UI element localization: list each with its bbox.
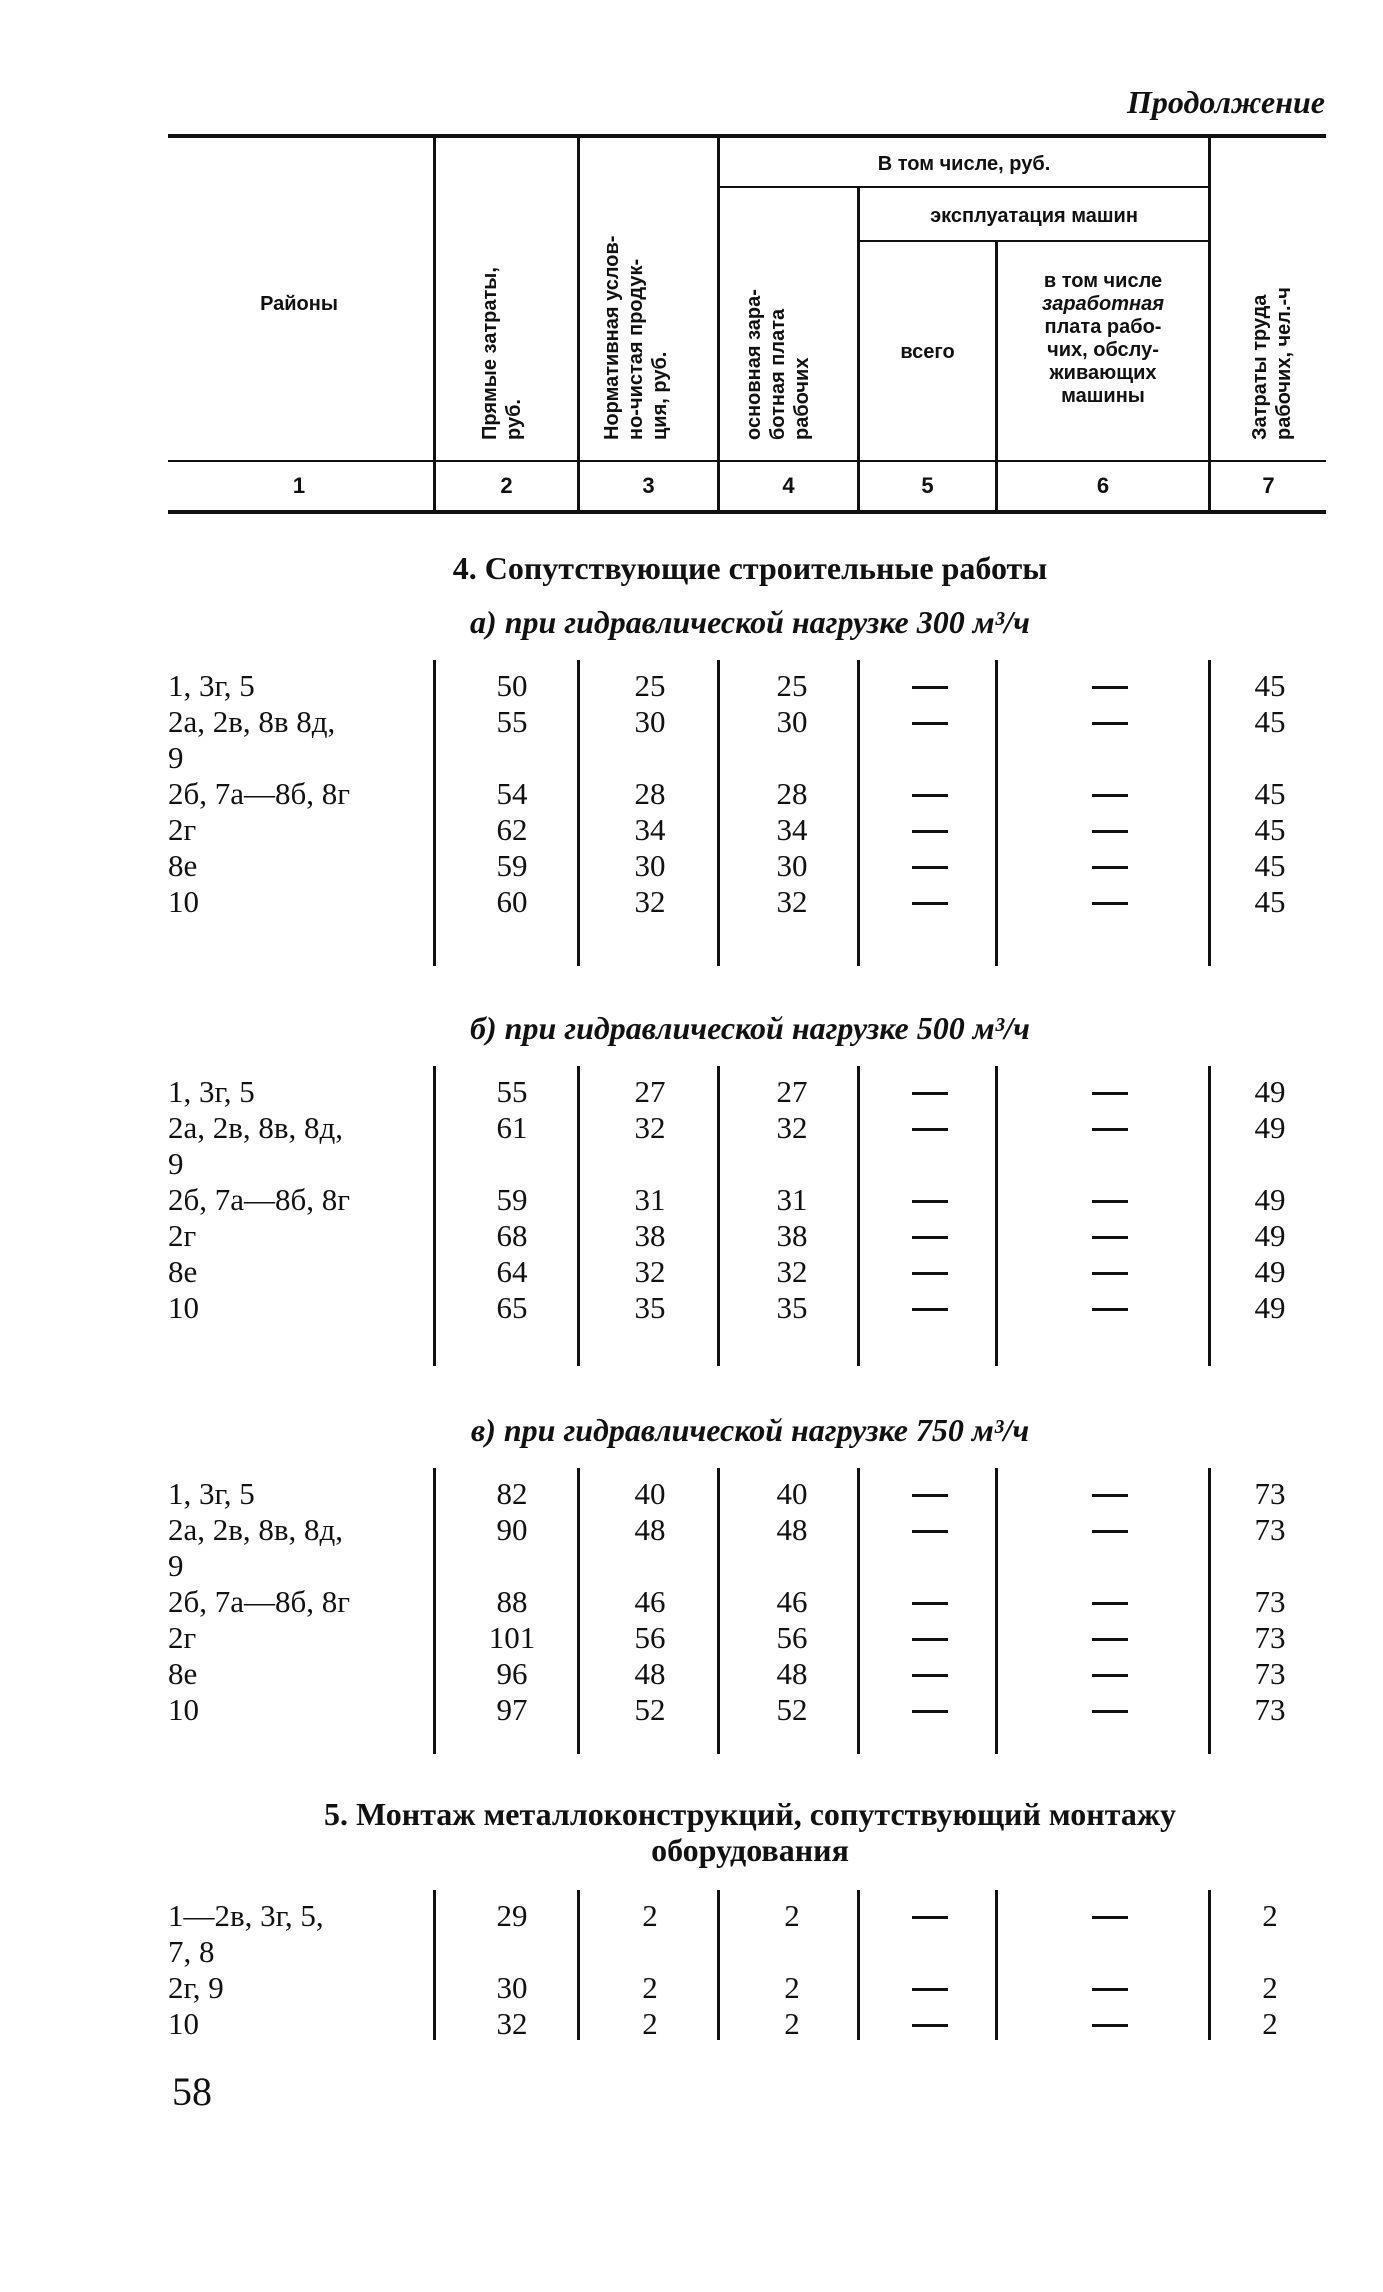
cell-c3: 48 <box>634 1656 666 1691</box>
cell-c6-dash <box>1092 1272 1128 1275</box>
header-col6-line: в том числе <box>1043 270 1163 292</box>
cell-c5-dash <box>912 794 948 797</box>
header-col6-line: плата рабо- <box>1044 316 1162 338</box>
row-region: 2а, 2в, 8в, 8д, 9 <box>168 1512 344 1583</box>
row-region: 2г <box>168 1620 197 1655</box>
cell-c7: 45 <box>1254 704 1286 739</box>
header-num-5: 5 <box>921 473 934 498</box>
table-vline <box>1208 660 1211 966</box>
cell-c3: 2 <box>642 1970 658 2005</box>
cell-c3: 32 <box>634 1254 666 1289</box>
cell-c2: 62 <box>496 812 528 847</box>
table-vline <box>433 1468 436 1754</box>
cell-c3: 25 <box>634 668 666 703</box>
cell-c4: 32 <box>776 1110 808 1145</box>
cell-c6-dash <box>1092 1602 1128 1605</box>
cell-c5-dash <box>912 2024 948 2027</box>
cell-c3: 27 <box>634 1074 666 1109</box>
cell-c2: 65 <box>496 1290 528 1325</box>
header-col7: Затраты труда рабочих, чел.-ч <box>1249 287 1295 440</box>
cell-c2: 64 <box>496 1254 528 1289</box>
section-5-title-line: оборудования <box>651 1832 849 1868</box>
cell-c2: 50 <box>496 668 528 703</box>
cell-c6-dash <box>1092 866 1128 869</box>
cell-c3: 32 <box>634 1110 666 1145</box>
cell-c4: 35 <box>776 1290 808 1325</box>
header-col6-line: заработная <box>1041 293 1165 315</box>
cell-c3: 2 <box>642 2006 658 2041</box>
cell-c5-dash <box>912 1200 948 1203</box>
cell-c7: 45 <box>1254 812 1286 847</box>
cell-c4: 32 <box>776 884 808 919</box>
cell-c7: 73 <box>1254 1512 1286 1547</box>
cell-c7: 73 <box>1254 1620 1286 1655</box>
header-vline-6 <box>1208 138 1211 510</box>
row-region: 1, 3г, 5 <box>168 668 255 703</box>
header-num-2: 2 <box>500 473 513 498</box>
table-vline <box>995 660 998 966</box>
cell-c7: 73 <box>1254 1476 1286 1511</box>
cell-c6-dash <box>1092 1638 1128 1641</box>
header-vline-2 <box>577 138 580 510</box>
table-vline <box>717 1890 720 2040</box>
header-col6-line: машины <box>1061 385 1145 407</box>
cell-c6-dash <box>1092 1308 1128 1311</box>
cell-c3: 48 <box>634 1512 666 1547</box>
cell-c2: 60 <box>496 884 528 919</box>
cell-c2: 59 <box>496 1182 528 1217</box>
cell-c6-dash <box>1092 1710 1128 1713</box>
cell-c5-dash <box>912 1602 948 1605</box>
cell-c4: 31 <box>776 1182 808 1217</box>
section-4c-title: в) при гидравлической нагрузке 750 м³/ч <box>470 1412 1030 1448</box>
header-col6-line: чих, обслу- <box>1047 339 1159 361</box>
cell-c6-dash <box>1092 902 1128 905</box>
cell-c7: 45 <box>1254 848 1286 883</box>
cell-c6-dash <box>1092 1128 1128 1131</box>
cell-c4: 46 <box>776 1584 808 1619</box>
header-col6-line: живающих <box>1049 362 1157 384</box>
cell-c3: 35 <box>634 1290 666 1325</box>
row-region: 10 <box>168 2006 199 2041</box>
row-region: 2а, 2в, 8в 8д, 9 <box>168 704 336 775</box>
header-bottom-rule <box>168 460 1326 462</box>
group-machines-rule <box>860 240 1208 242</box>
table-vline <box>577 1890 580 2040</box>
cell-c2: 90 <box>496 1512 528 1547</box>
cell-c6-dash <box>1092 1236 1128 1239</box>
header-num-3: 3 <box>642 473 655 498</box>
table-vline <box>717 1468 720 1754</box>
table-vline <box>857 660 860 966</box>
cell-c4: 27 <box>776 1074 808 1109</box>
group-total-rule <box>720 186 1208 188</box>
cell-c3: 30 <box>634 848 666 883</box>
cell-c6-dash <box>1092 830 1128 833</box>
header-num-6: 6 <box>1096 473 1110 498</box>
cell-c3: 40 <box>634 1476 666 1511</box>
cell-c7: 73 <box>1254 1692 1286 1727</box>
cell-c5-dash <box>912 1638 948 1641</box>
cell-c7: 49 <box>1254 1218 1286 1253</box>
cell-c6-dash <box>1092 1200 1128 1203</box>
cell-c2: 82 <box>496 1476 528 1511</box>
row-region: 10 <box>168 1692 199 1727</box>
cell-c5-dash <box>912 1092 948 1095</box>
table-vline <box>857 1066 860 1366</box>
cell-c4: 52 <box>776 1692 808 1727</box>
cell-c2: 32 <box>496 2006 528 2041</box>
cell-c5-dash <box>912 1710 948 1713</box>
row-region: 2б, 7а—8б, 8г <box>168 1584 351 1619</box>
cell-c6-dash <box>1092 722 1128 725</box>
row-region: 2б, 7а—8б, 8г <box>168 1182 351 1217</box>
cell-c2: 55 <box>496 704 528 739</box>
cell-c4: 34 <box>776 812 808 847</box>
cell-c2: 61 <box>496 1110 528 1145</box>
cell-c5-dash <box>912 1272 948 1275</box>
table-vline <box>995 1066 998 1366</box>
section-4b-title: б) при гидравлической нагрузке 500 м³/ч <box>470 1010 1030 1046</box>
cell-c2: 96 <box>496 1656 528 1691</box>
cell-c4: 2 <box>784 1898 800 1933</box>
header-group-machines: эксплуатация машин <box>930 205 1138 227</box>
header-col3: Нормативная услов- но-чистая продук- ция, руб. <box>601 235 671 440</box>
cell-c5-dash <box>912 1916 948 1919</box>
cell-c2: 68 <box>496 1218 528 1253</box>
cell-c6-dash <box>1092 794 1128 797</box>
cell-c4: 48 <box>776 1656 808 1691</box>
table-vline <box>1208 1468 1211 1754</box>
cell-c7: 45 <box>1254 668 1286 703</box>
cell-c3: 31 <box>634 1182 666 1217</box>
cell-c7: 2 <box>1262 2006 1278 2041</box>
cell-c3: 38 <box>634 1218 666 1253</box>
cell-c5-dash <box>912 1988 948 1991</box>
cell-c4: 30 <box>776 848 808 883</box>
cell-c5-dash <box>912 686 948 689</box>
cell-c7: 49 <box>1254 1110 1286 1145</box>
cell-c4: 2 <box>784 2006 800 2041</box>
row-region: 8е <box>168 1656 198 1691</box>
cell-c6-dash <box>1092 686 1128 689</box>
cell-c5-dash <box>912 722 948 725</box>
cell-c5-dash <box>912 902 948 905</box>
row-region: 2г <box>168 812 197 847</box>
cell-c6-dash <box>1092 2024 1128 2027</box>
header-col6 <box>998 270 1208 408</box>
cell-c5-dash <box>912 1128 948 1131</box>
cell-c3: 46 <box>634 1584 666 1619</box>
cell-c5-dash <box>912 830 948 833</box>
header-group-total: В том числе, руб. <box>877 153 1051 175</box>
row-region: 8е <box>168 848 198 883</box>
header-col5: всего <box>900 341 955 363</box>
section-5-title-line: 5. Монтаж металлоконструкций, сопутствующий монтажу <box>323 1796 1177 1832</box>
row-region: 1, 3г, 5 <box>168 1074 255 1109</box>
cell-c7: 45 <box>1254 884 1286 919</box>
cell-c7: 73 <box>1254 1656 1286 1691</box>
cell-c3: 30 <box>634 704 666 739</box>
table-vline <box>857 1890 860 2040</box>
table-vline <box>1208 1066 1211 1366</box>
header-col4: основная зара- ботная плата рабочих <box>743 289 813 440</box>
cell-c3: 28 <box>634 776 666 811</box>
row-region: 10 <box>168 1290 199 1325</box>
row-region: 1, 3г, 5 <box>168 1476 255 1511</box>
cell-c5-dash <box>912 1236 948 1239</box>
row-region: 10 <box>168 884 199 919</box>
section-4-title: 4. Сопутствующие строительные работы <box>452 550 1048 586</box>
table-vline <box>433 660 436 966</box>
cell-c3: 34 <box>634 812 666 847</box>
cell-c2: 101 <box>488 1620 536 1655</box>
header-vline-1 <box>433 138 436 510</box>
cell-c4: 30 <box>776 704 808 739</box>
row-region: 2г, 9 <box>168 1970 224 2005</box>
cell-c7: 45 <box>1254 776 1286 811</box>
header-col1: Районы <box>260 293 338 315</box>
cell-c7: 2 <box>1262 1898 1278 1933</box>
cell-c6-dash <box>1092 1092 1128 1095</box>
cell-c2: 55 <box>496 1074 528 1109</box>
cell-c3: 32 <box>634 884 666 919</box>
table-vline <box>995 1890 998 2040</box>
cell-c3: 52 <box>634 1692 666 1727</box>
table-vline <box>577 660 580 966</box>
table-vline <box>577 1066 580 1366</box>
cell-c7: 49 <box>1254 1182 1286 1217</box>
table-vline <box>433 1066 436 1366</box>
page-number: 58 <box>172 2069 212 2114</box>
table-vline <box>433 1890 436 2040</box>
header-numbers-rule <box>168 510 1326 514</box>
section-5-title <box>200 1796 1300 1868</box>
row-region: 2б, 7а—8б, 8г <box>168 776 351 811</box>
section-4a-title: а) при гидравлической нагрузке 300 м³/ч <box>470 604 1030 640</box>
header-vline-3 <box>717 138 720 510</box>
cell-c4: 48 <box>776 1512 808 1547</box>
cell-c7: 49 <box>1254 1290 1286 1325</box>
cell-c5-dash <box>912 866 948 869</box>
header-num-4: 4 <box>782 473 795 498</box>
cell-c7: 49 <box>1254 1074 1286 1109</box>
table-vline <box>995 1468 998 1754</box>
row-region: 8е <box>168 1254 198 1289</box>
cell-c4: 40 <box>776 1476 808 1511</box>
cell-c7: 73 <box>1254 1584 1286 1619</box>
cell-c3: 56 <box>634 1620 666 1655</box>
header-col2: Прямые затраты, руб. <box>479 267 525 440</box>
table-vline <box>717 660 720 966</box>
cell-c4: 56 <box>776 1620 808 1655</box>
cell-c5-dash <box>912 1494 948 1497</box>
table-vline <box>717 1066 720 1366</box>
row-region: 2г <box>168 1218 197 1253</box>
header-num-7: 7 <box>1262 473 1275 498</box>
cell-c6-dash <box>1092 1530 1128 1533</box>
cell-c3: 2 <box>642 1898 658 1933</box>
cell-c2: 29 <box>496 1898 528 1933</box>
cell-c6-dash <box>1092 1988 1128 1991</box>
cell-c4: 38 <box>776 1218 808 1253</box>
row-region: 1—2в, 3г, 5, 7, 8 <box>168 1898 324 1969</box>
cell-c5-dash <box>912 1674 948 1677</box>
table-vline <box>1208 1890 1211 2040</box>
cell-c2: 54 <box>496 776 528 811</box>
cell-c2: 30 <box>496 1970 528 2005</box>
cell-c7: 49 <box>1254 1254 1286 1289</box>
cell-c4: 25 <box>776 668 808 703</box>
cell-c5-dash <box>912 1530 948 1533</box>
header-num-1: 1 <box>292 473 306 498</box>
cell-c7: 2 <box>1262 1970 1278 2005</box>
cell-c4: 28 <box>776 776 808 811</box>
cell-c4: 32 <box>776 1254 808 1289</box>
table-vline <box>577 1468 580 1754</box>
cell-c2: 97 <box>496 1692 528 1727</box>
table-vline <box>857 1468 860 1754</box>
cell-c4: 2 <box>784 1970 800 2005</box>
cell-c6-dash <box>1092 1674 1128 1677</box>
cell-c6-dash <box>1092 1494 1128 1497</box>
row-region: 2а, 2в, 8в, 8д, 9 <box>168 1110 344 1181</box>
header-top-rule <box>168 134 1326 138</box>
cell-c5-dash <box>912 1308 948 1311</box>
cell-c6-dash <box>1092 1916 1128 1919</box>
cell-c2: 88 <box>496 1584 528 1619</box>
cell-c2: 59 <box>496 848 528 883</box>
continuation-label: Продолжение <box>1127 84 1325 120</box>
